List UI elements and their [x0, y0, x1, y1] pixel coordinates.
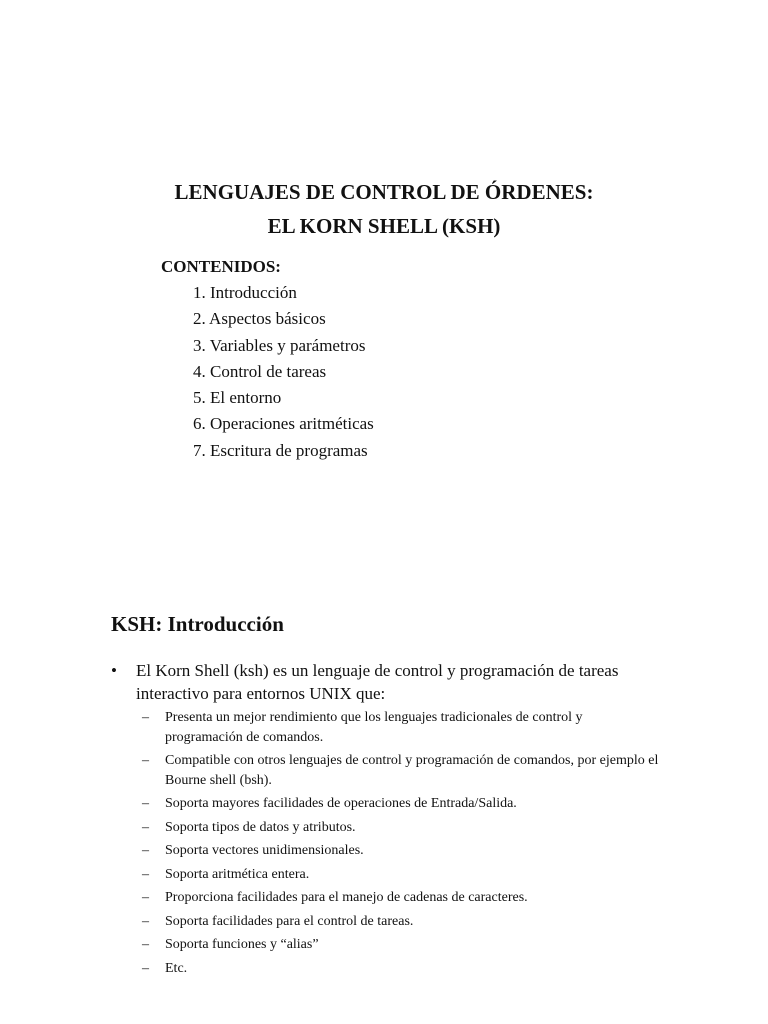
- sub-list-item: [142, 935, 662, 955]
- sub-list-item-text: Soporta aritmética entera.: [165, 866, 310, 882]
- contents-item: 1. Introducción: [193, 283, 297, 302]
- contents-item: 3. Variables y parámetros: [193, 335, 366, 355]
- contents-item: 7. Escritura de programas: [193, 440, 368, 460]
- bullet-item: [111, 659, 671, 705]
- sub-list-item-text: Soporta mayores facilidades de operaciones de Entrada/Salida.: [165, 796, 517, 811]
- dash-icon: –: [142, 710, 149, 725]
- sub-list-item: [142, 708, 662, 747]
- sub-list: [142, 708, 662, 982]
- section-title: KSH: Introducción: [111, 612, 284, 636]
- contents-item: 4. Control de tareas: [193, 361, 327, 381]
- sub-list-item-text: Soporta facilidades para el control de tareas.: [165, 913, 414, 929]
- sub-list-item: [142, 959, 662, 979]
- dash-icon: –: [142, 843, 149, 858]
- contents-item: 5. El entorno: [193, 388, 282, 408]
- contents-item: 6. Operaciones aritméticas: [193, 414, 374, 434]
- sub-list-item: [142, 865, 662, 885]
- sub-list-item: [142, 751, 662, 790]
- dash-icon: –: [142, 866, 149, 882]
- sub-list-item-text: Soporta tipos de datos y atributos.: [165, 819, 356, 835]
- dash-icon: –: [142, 890, 149, 905]
- bullet-icon: •: [111, 661, 117, 680]
- sub-list-item-text: Proporciona facilidades para el manejo de cadenas de caracteres.: [165, 890, 528, 905]
- dash-icon: –: [142, 796, 149, 811]
- dash-icon: –: [142, 753, 149, 768]
- contents-list: [193, 280, 374, 464]
- dash-icon: –: [142, 937, 149, 952]
- page-title-line-1: LENGUAJES DE CONTROL DE ÓRDENES:: [174, 180, 594, 204]
- sub-list-item: [142, 841, 662, 861]
- sub-list-item-text: Presenta un mejor rendimiento que los lenguajes tradicionales de control y programación de comandos.: [165, 710, 583, 745]
- sub-list-item: [142, 794, 662, 814]
- page-title-line-2: EL KORN SHELL (KSH): [267, 214, 501, 238]
- sub-list-item-text: Compatible con otros lenguajes de control y programación de comandos, por ejemplo el Bourne shell (bsh).: [165, 753, 659, 788]
- contents-heading: CONTENIDOS:: [161, 257, 281, 276]
- contents-item: 2. Aspectos básicos: [193, 309, 326, 329]
- dash-icon: –: [142, 913, 149, 929]
- sub-list-item-text: Soporta vectores unidimensionales.: [165, 843, 364, 858]
- sub-list-item: [142, 818, 662, 838]
- sub-list-item-text: Soporta funciones y “alias”: [165, 937, 319, 952]
- dash-icon: –: [142, 960, 149, 976]
- sub-list-item: [142, 888, 662, 908]
- bullet-text: El Korn Shell (ksh) es un lenguaje de control y programación de tareas interactivo para entornos UNIX que:: [136, 661, 619, 703]
- sub-list-item-text: Etc.: [165, 960, 188, 976]
- sub-list-item: [142, 912, 662, 932]
- dash-icon: –: [142, 819, 149, 835]
